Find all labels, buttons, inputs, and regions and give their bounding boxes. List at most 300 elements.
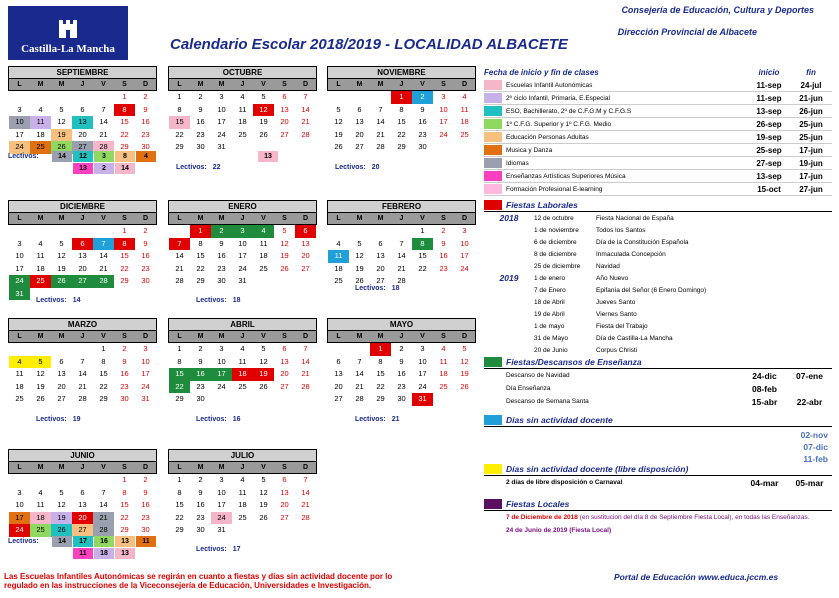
weekday-header xyxy=(8,213,157,225)
day-cell: 9 xyxy=(198,487,203,497)
weekday-label: L xyxy=(17,81,22,88)
weekday-header xyxy=(168,462,317,474)
day-cell: 23 xyxy=(217,263,226,273)
day-cell: 22 xyxy=(397,129,406,139)
day-cell: 14 xyxy=(301,487,310,497)
day-cell: 12 xyxy=(57,117,66,126)
day-cell: 2 xyxy=(143,226,148,235)
day-cell: 9 xyxy=(420,104,425,114)
day-cell: 2 xyxy=(211,225,232,238)
weekday-header xyxy=(8,462,157,474)
day-cell: 17 xyxy=(439,117,448,126)
legend-row xyxy=(484,105,832,118)
day-cell: 3 xyxy=(420,344,425,353)
legend-row xyxy=(484,170,832,183)
weekday-label: J xyxy=(80,81,85,88)
day-cell: 19 xyxy=(253,368,274,381)
day-cell: 10 xyxy=(418,356,427,366)
day-cell: 24 xyxy=(217,129,226,139)
weekday-label: J xyxy=(240,333,245,340)
day-cell: 14 xyxy=(99,251,108,260)
day-cell: 24 xyxy=(9,141,30,154)
weekday-label: M xyxy=(218,333,225,340)
sinact-date: 11-feb xyxy=(803,454,828,464)
month-julio xyxy=(168,449,317,537)
descanso-end: 07-ene xyxy=(796,370,823,381)
legend-swatch xyxy=(484,80,502,90)
day-cell: 9 xyxy=(441,238,446,248)
lectivos-cell: 13 xyxy=(115,536,135,547)
legend-title: Fecha de inicio y fin de clases xyxy=(484,68,599,77)
fiesta-date: 12 de octubre xyxy=(534,214,574,222)
weekday-label: J xyxy=(399,215,404,222)
legend-row xyxy=(484,157,832,170)
day-cell: 14 xyxy=(376,117,385,126)
day-cell: 24 xyxy=(439,129,448,139)
day-cell: 5 xyxy=(357,238,362,248)
day-cell: 3 xyxy=(232,225,253,238)
fiesta-date: 6 de diciembre xyxy=(534,238,577,246)
fiesta-name: Día de la Constitución Española xyxy=(596,238,689,246)
day-cell: 11 xyxy=(15,369,24,378)
legend-swatch xyxy=(484,158,502,168)
day-cell: 11 xyxy=(238,487,247,497)
day-cell: 27 xyxy=(72,141,93,154)
weekday-label: V xyxy=(101,333,106,340)
day-cell: 17 xyxy=(9,512,30,525)
day-cell: 7 xyxy=(303,92,308,101)
day-cell: 17 xyxy=(15,129,24,139)
day-cell: 15 xyxy=(99,369,108,378)
day-cell: 20 xyxy=(376,263,385,273)
fiesta-row xyxy=(484,248,832,260)
day-cell: 12 xyxy=(334,117,343,126)
fiesta-row xyxy=(484,332,832,344)
weekday-label: S xyxy=(441,215,446,222)
weekday-label: D xyxy=(461,333,468,340)
day-cell: 27 xyxy=(355,142,364,151)
fiesta-date: 20 de Junio xyxy=(534,346,568,354)
weekday-label: S xyxy=(122,464,127,471)
day-cell: 13 xyxy=(280,487,289,497)
weekday-header xyxy=(168,79,317,91)
day-cell: 30 xyxy=(141,525,150,534)
day-cell: 16 xyxy=(196,500,205,509)
day-cell: 7 xyxy=(101,487,106,497)
lectivos-cell: 11 xyxy=(136,536,156,547)
lectivos-cell: 16 xyxy=(94,536,114,547)
fiesta-name: Fiesta Nacional de España xyxy=(596,214,674,222)
day-cell: 29 xyxy=(376,394,385,403)
weekday-label: M xyxy=(58,333,65,340)
legend-row xyxy=(484,131,832,144)
day-grid xyxy=(169,91,317,154)
day-cell: 29 xyxy=(196,276,205,285)
day-cell: 20 xyxy=(280,500,289,509)
day-cell: 1 xyxy=(190,225,211,238)
day-cell: 24 xyxy=(211,512,232,525)
weekday-label: D xyxy=(302,464,309,471)
weekday-header xyxy=(8,331,157,343)
day-cell: 12 xyxy=(280,238,289,248)
month-enero xyxy=(168,200,317,288)
day-cell: 26 xyxy=(334,142,343,151)
day-cell: 28 xyxy=(301,512,310,522)
day-cell: 30 xyxy=(196,525,205,534)
day-cell: 23 xyxy=(397,381,406,391)
day-cell: 5 xyxy=(261,344,266,353)
day-cell: 25 xyxy=(30,524,51,537)
day-cell: 24 xyxy=(141,381,150,391)
fiesta-row xyxy=(484,212,832,224)
day-cell: 25 xyxy=(15,394,24,403)
fiestas-locales-section xyxy=(484,497,832,534)
day-cell: 7 xyxy=(357,356,362,366)
day-cell: 5 xyxy=(261,475,266,484)
weekday-label: M xyxy=(377,215,384,222)
weekday-label: M xyxy=(37,464,44,471)
descanso-start: 15-abr xyxy=(751,396,778,407)
day-cell: 26 xyxy=(51,275,72,288)
day-cell: 17 xyxy=(141,369,150,378)
day-cell: 24 xyxy=(460,263,469,273)
day-cell: 5 xyxy=(59,238,64,248)
day-cell: 27 xyxy=(301,263,310,273)
day-cell: 16 xyxy=(196,117,205,126)
legend-start: 11-sep xyxy=(756,93,782,103)
lectivos-cell: 18 xyxy=(94,548,114,559)
fiesta-year: 2019 xyxy=(499,273,519,283)
day-cell: 2 xyxy=(412,91,433,104)
day-cell: 14 xyxy=(301,356,310,366)
day-cell: 24 xyxy=(418,381,427,391)
fiesta-name: Año Nuevo xyxy=(596,274,629,282)
day-cell: 30 xyxy=(141,276,150,285)
day-cell: 14 xyxy=(99,117,108,126)
legend-col-start: inicio xyxy=(758,68,780,77)
day-cell: 4 xyxy=(240,344,245,353)
day-cell: 19 xyxy=(280,251,289,260)
weekday-label: V xyxy=(101,464,106,471)
sinact-title: Días sin actividad docente xyxy=(506,414,613,425)
legend-swatch xyxy=(484,145,502,155)
day-cell: 12 xyxy=(460,356,469,366)
day-cell: 26 xyxy=(355,276,364,285)
lectivos-count: Lectivos: 20 xyxy=(335,164,380,171)
descanso-start: 24-dic xyxy=(752,370,777,381)
castle-icon xyxy=(55,14,81,40)
weekday-label: M xyxy=(197,81,204,88)
day-grid xyxy=(328,343,476,406)
day-cell: 3 xyxy=(17,487,22,497)
lectivos-count: Lectivos: 16 xyxy=(196,416,241,423)
day-cell: 27 xyxy=(72,275,93,288)
weekday-label: J xyxy=(240,81,245,88)
legend-row xyxy=(484,183,832,196)
footer-note-line1: Las Escuelas Infantiles Autonómicas se regirán en cuanto a fiestas y días sin actividad docente por lo xyxy=(4,572,393,581)
lectivos-count: Lectivos: 14 xyxy=(36,297,81,304)
lectivos-label: Lectivos: xyxy=(8,153,39,160)
fiesta-row xyxy=(484,296,832,308)
day-cell: 22 xyxy=(196,263,205,273)
day-cell: 29 xyxy=(120,525,129,534)
lectivos-cell: 11 xyxy=(73,548,93,559)
day-cell: 3 xyxy=(441,92,446,101)
fiesta-date: 8 de diciembre xyxy=(534,250,577,258)
lectivos-count: Lectivos: 18 xyxy=(196,297,241,304)
descanso-end: 22-abr xyxy=(796,396,823,407)
day-cell: 14 xyxy=(175,251,184,260)
day-cell: 1 xyxy=(122,226,127,235)
weekday-label: J xyxy=(80,464,85,471)
lectivos-cell: 2 xyxy=(94,163,114,174)
day-cell: 26 xyxy=(36,394,45,403)
day-cell: 29 xyxy=(175,142,184,151)
day-cell: 8 xyxy=(399,104,404,114)
day-cell: 7 xyxy=(303,344,308,353)
day-cell: 5 xyxy=(336,104,341,114)
day-cell: 19 xyxy=(51,512,72,525)
day-cell: 11 xyxy=(460,104,469,114)
day-cell: 22 xyxy=(376,381,385,391)
day-cell: 22 xyxy=(169,381,190,394)
weekday-label: D xyxy=(461,81,468,88)
weekday-label: S xyxy=(122,81,127,88)
libre-end: 05-mar xyxy=(795,477,824,488)
day-cell: 19 xyxy=(355,263,364,273)
legend-start: 11-sep xyxy=(756,80,782,90)
day-cell: 20 xyxy=(57,381,66,391)
day-cell: 3 xyxy=(219,475,224,484)
day-cell: 21 xyxy=(78,381,87,391)
day-cell: 1 xyxy=(391,91,412,104)
day-cell: 5 xyxy=(282,226,287,235)
day-cell: 29 xyxy=(120,276,129,285)
day-cell: 20 xyxy=(301,251,310,260)
weekday-label: V xyxy=(261,333,266,340)
weekday-label: L xyxy=(177,215,182,222)
sin-actividad-section xyxy=(484,413,832,465)
fiesta-row xyxy=(484,224,832,236)
day-cell: 30 xyxy=(397,394,406,403)
day-cell: 2 xyxy=(441,226,446,235)
day-cell: 25 xyxy=(238,129,247,139)
day-cell: 22 xyxy=(418,263,427,273)
legend-end: 26-jun xyxy=(799,106,823,116)
weekday-label: S xyxy=(441,81,446,88)
fiesta-name: Día de Castilla-La Mancha xyxy=(596,334,673,342)
day-cell: 9 xyxy=(198,104,203,114)
day-grid xyxy=(9,225,157,300)
locales-line2: 24 de Junio de 2019 (Fiesta Local) xyxy=(506,527,612,534)
day-cell: 17 xyxy=(460,251,469,260)
day-cell: 22 xyxy=(175,512,184,522)
day-cell: 24 xyxy=(9,275,30,288)
day-cell: 6 xyxy=(295,225,316,238)
weekday-label: M xyxy=(197,333,204,340)
weekday-label: S xyxy=(282,333,287,340)
day-cell: 25 xyxy=(439,381,448,391)
day-cell: 4 xyxy=(38,104,43,114)
weekday-label: V xyxy=(101,215,106,222)
day-cell: 31 xyxy=(412,393,433,406)
weekday-label: S xyxy=(282,81,287,88)
day-cell: 30 xyxy=(141,142,150,151)
weekday-header xyxy=(327,79,476,91)
weekday-label: D xyxy=(302,333,309,340)
day-cell: 15 xyxy=(169,116,190,129)
weekday-label: M xyxy=(58,81,65,88)
day-cell: 25 xyxy=(30,275,51,288)
month-noviembre xyxy=(327,66,476,154)
fiesta-name: Todos los Santos xyxy=(596,226,646,234)
fiestas-title: Fiestas Laborales xyxy=(506,199,578,210)
libre-title: Días sin actividad docente (libre disposición) xyxy=(506,463,689,474)
day-cell: 23 xyxy=(120,381,129,391)
legend-label: Enseñanzas Artísticas Superiores Música xyxy=(506,172,626,180)
day-cell: 7 xyxy=(303,475,308,484)
day-cell: 19 xyxy=(259,500,268,509)
day-cell: 8 xyxy=(101,356,106,366)
weekday-label: L xyxy=(17,333,22,340)
day-cell: 14 xyxy=(99,500,108,509)
day-cell: 15 xyxy=(120,117,129,126)
weekday-header xyxy=(168,213,317,225)
day-cell: 22 xyxy=(120,263,129,273)
legend-label: Idiomas xyxy=(506,159,529,167)
descanso-row xyxy=(484,395,832,408)
day-cell: 13 xyxy=(57,369,66,378)
day-cell: 29 xyxy=(175,525,184,534)
day-cell: 1 xyxy=(420,226,425,235)
day-cell: 31 xyxy=(217,525,226,534)
day-cell: 10 xyxy=(217,487,226,497)
day-cell: 16 xyxy=(397,369,406,378)
day-cell: 26 xyxy=(259,381,268,391)
locales-swatch xyxy=(484,499,502,509)
libre-label: 2 días de libre disposición o Carnaval xyxy=(506,479,623,486)
legend-start: 13-sep xyxy=(756,171,782,181)
org-subname: Dirección Provincial de Albacete xyxy=(617,27,757,37)
weekday-label: M xyxy=(37,333,44,340)
day-cell: 12 xyxy=(36,369,45,378)
day-cell: 22 xyxy=(120,512,129,522)
fiesta-row xyxy=(484,308,832,320)
day-cell: 15 xyxy=(175,500,184,509)
day-cell: 9 xyxy=(198,356,203,366)
weekday-label: J xyxy=(80,215,85,222)
fiesta-name: Fiesta del Trabajo xyxy=(596,322,648,330)
day-cell: 2 xyxy=(198,92,203,101)
legend-label: 1º C.F.G. Superior y 1º C.F.G. Medio xyxy=(506,120,612,128)
lectivos-count: Lectivos: 21 xyxy=(355,416,400,423)
month-marzo xyxy=(8,318,157,406)
day-cell: 18 xyxy=(238,500,247,509)
day-cell: 21 xyxy=(301,369,310,378)
day-cell: 1 xyxy=(122,92,127,101)
weekday-label: M xyxy=(218,215,225,222)
month-title: ENERO xyxy=(168,200,317,213)
day-cell: 14 xyxy=(355,369,364,378)
day-cell: 5 xyxy=(30,356,51,369)
day-cell: 31 xyxy=(9,288,30,301)
day-cell: 28 xyxy=(376,142,385,151)
day-cell: 28 xyxy=(93,275,114,288)
day-cell: 19 xyxy=(334,129,343,139)
weekday-label: J xyxy=(399,333,404,340)
day-cell: 17 xyxy=(211,368,232,381)
day-cell: 6 xyxy=(72,238,93,251)
lectivos-cell: 13 xyxy=(258,151,278,162)
portal-link[interactable]: Portal de Educación www.educa.jccm.es xyxy=(614,572,779,582)
day-cell: 8 xyxy=(378,356,383,366)
day-cell: 2 xyxy=(143,475,148,484)
day-cell: 19 xyxy=(460,369,469,378)
day-cell: 22 xyxy=(175,129,184,139)
day-cell: 11 xyxy=(36,500,45,509)
day-cell: 23 xyxy=(196,512,205,522)
day-cell: 3 xyxy=(219,92,224,101)
lectivos-cell: 4 xyxy=(136,151,156,162)
day-grid xyxy=(169,343,317,406)
legend-label: ESO, Bachillerato, 2º de C.F.G.M y C.F.G.S xyxy=(506,107,632,115)
day-cell: 25 xyxy=(238,381,247,391)
lectivos-count: Lectivos: 22 xyxy=(176,164,221,171)
month-title: NOVIEMBRE xyxy=(327,66,476,79)
legend-swatch xyxy=(484,171,502,181)
month-septiembre xyxy=(8,66,157,154)
day-cell: 10 xyxy=(141,356,150,366)
month-title: JULIO xyxy=(168,449,317,462)
fiesta-date: 7 de Enero xyxy=(534,286,566,294)
weekday-label: D xyxy=(142,333,149,340)
weekday-label: L xyxy=(336,333,341,340)
day-cell: 2 xyxy=(198,344,203,353)
day-cell: 3 xyxy=(143,344,148,353)
day-cell: 12 xyxy=(253,104,274,117)
day-cell: 16 xyxy=(141,117,150,126)
day-cell: 4 xyxy=(441,344,446,353)
day-cell: 6 xyxy=(378,238,383,248)
page-title: Calendario Escolar 2018/2019 - LOCALIDAD ALBACETE xyxy=(170,36,568,53)
weekday-label: L xyxy=(17,464,22,471)
legend-label: Educación Personas Adultas xyxy=(506,133,589,141)
day-cell: 26 xyxy=(259,512,268,522)
weekday-label: L xyxy=(17,215,22,222)
day-cell: 13 xyxy=(280,104,289,114)
legend-row xyxy=(484,79,832,92)
day-cell: 11 xyxy=(439,356,448,366)
day-cell: 1 xyxy=(370,343,391,356)
fiesta-row xyxy=(484,284,832,296)
day-cell: 16 xyxy=(439,251,448,260)
day-cell: 8 xyxy=(177,104,182,114)
day-cell: 28 xyxy=(301,381,310,391)
day-cell: 19 xyxy=(51,129,72,142)
day-cell: 21 xyxy=(301,117,310,126)
weekday-label: L xyxy=(336,215,341,222)
fiesta-row xyxy=(484,236,832,248)
day-cell: 19 xyxy=(57,263,66,273)
day-cell: 25 xyxy=(30,141,51,154)
fiesta-name: Epifanía del Señor (6 Enero Domingo) xyxy=(596,286,707,294)
day-cell: 16 xyxy=(190,368,211,381)
day-cell: 20 xyxy=(78,129,87,139)
fiesta-name: Jueves Santo xyxy=(596,298,636,306)
fiestas-swatch xyxy=(484,200,502,210)
day-cell: 10 xyxy=(15,500,24,509)
day-cell: 7 xyxy=(169,238,190,251)
